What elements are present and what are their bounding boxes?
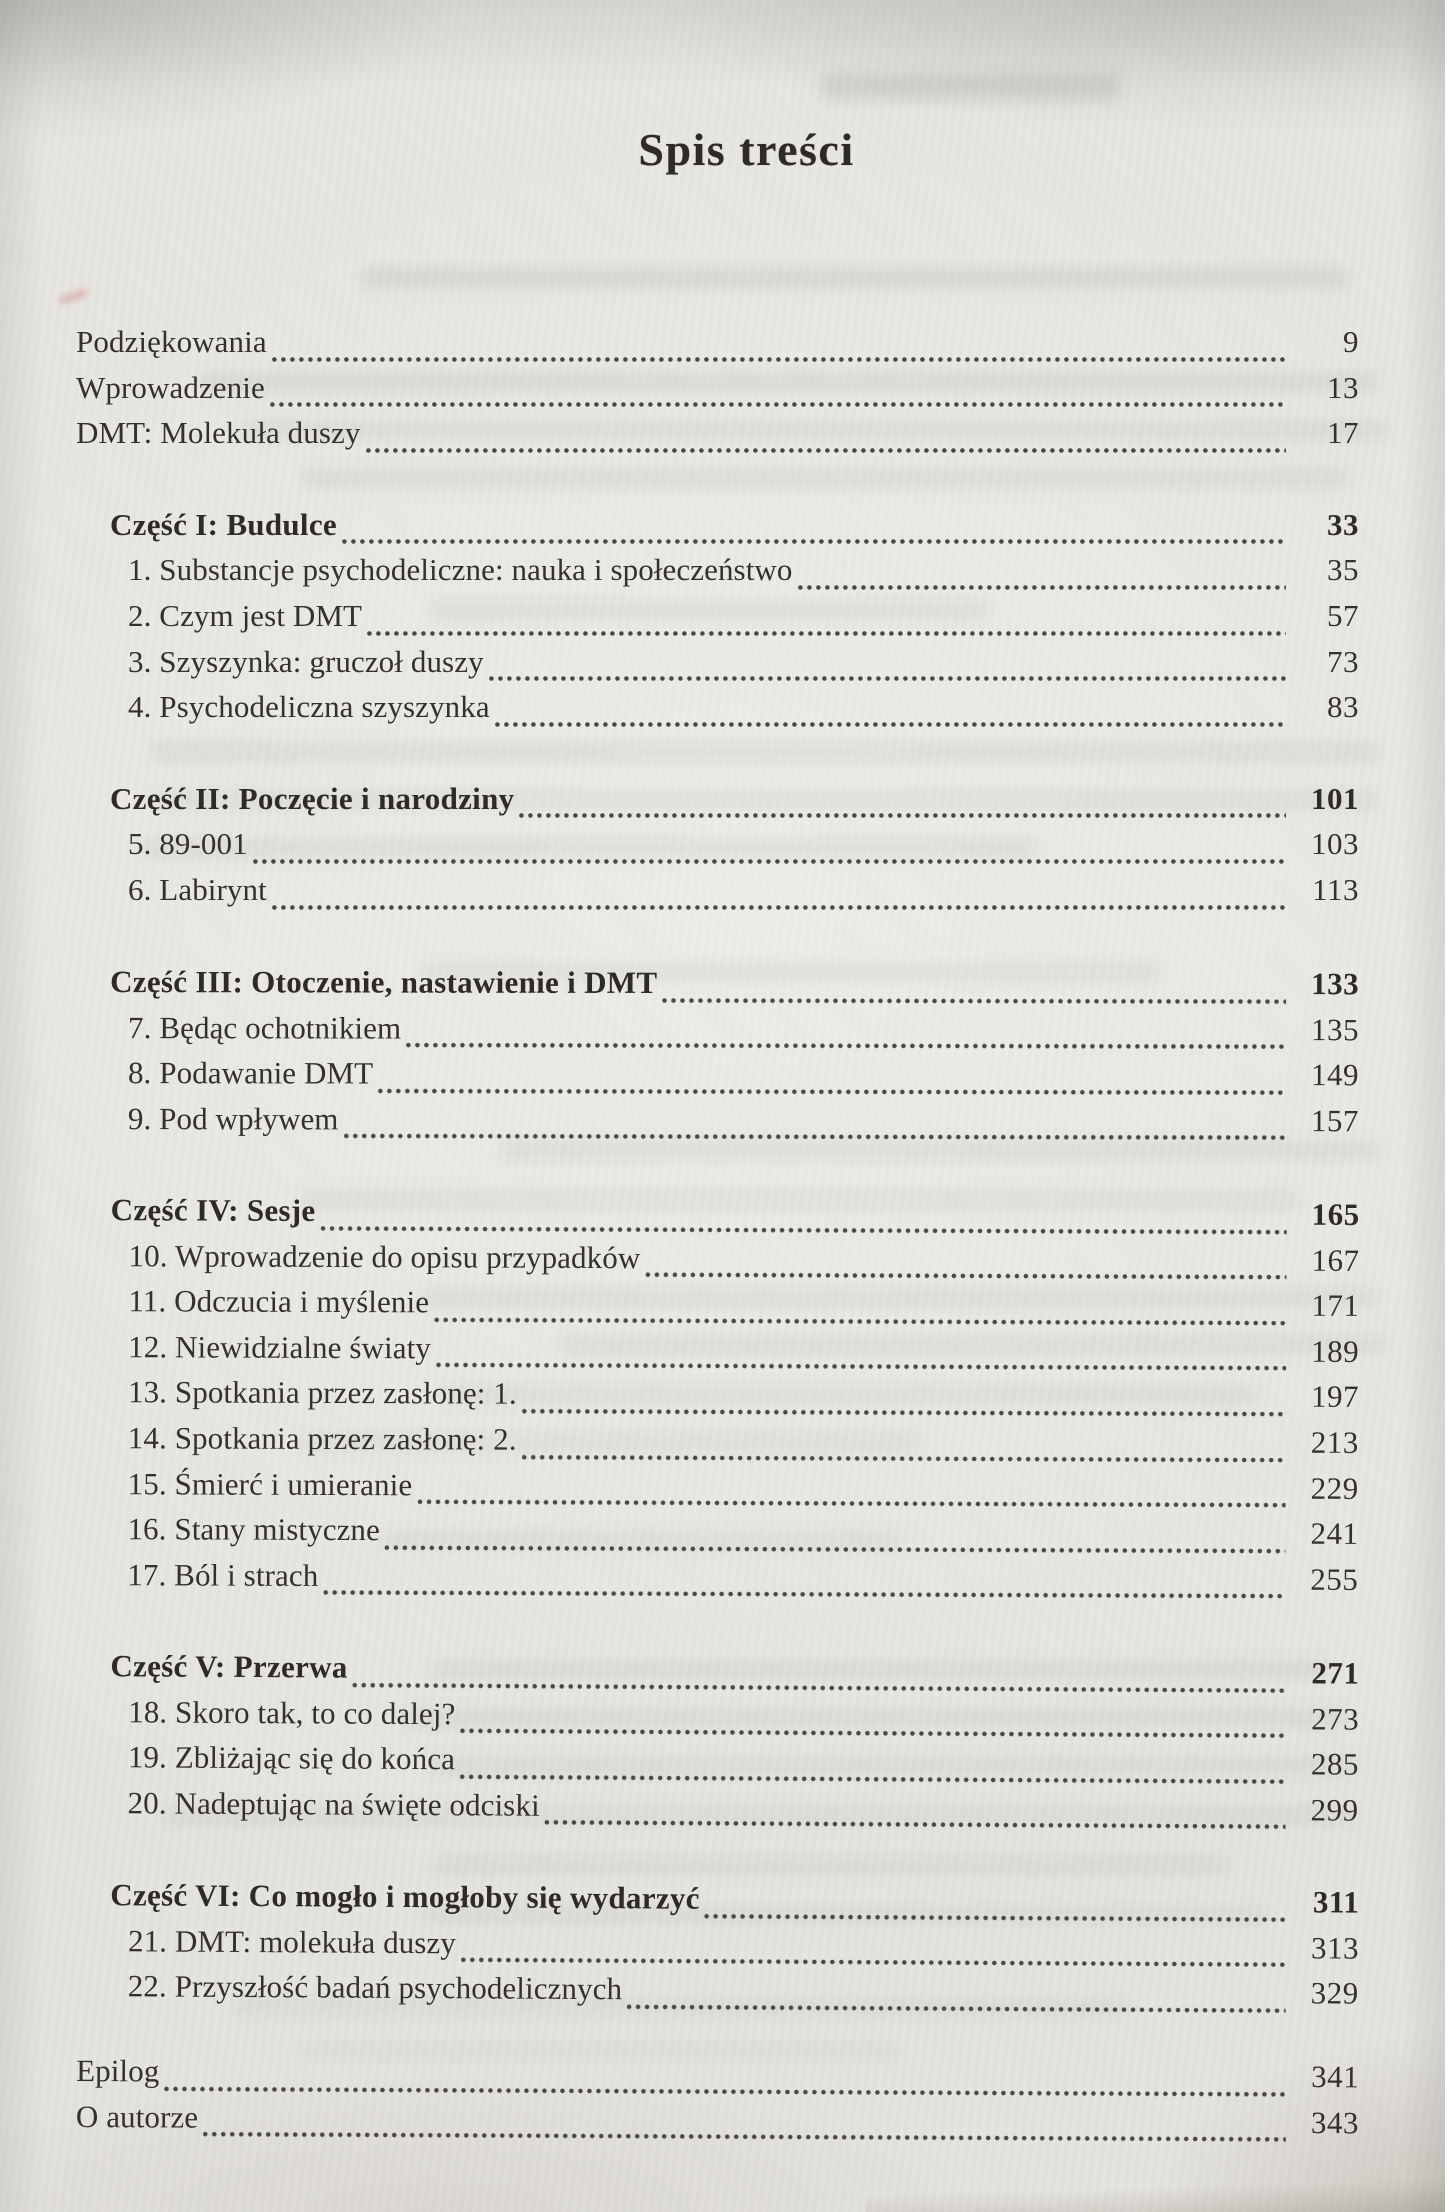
toc-part-header	[110, 781, 1359, 827]
toc-section	[76, 781, 1359, 918]
toc-section	[76, 2053, 1359, 2150]
toc-entry-title: 9. Pod wpływem	[127, 1100, 339, 1136]
toc-page-number: 329	[1310, 1975, 1359, 2011]
dotted-leader	[460, 1729, 1286, 1739]
toc-entry-title: O autorze	[75, 2099, 199, 2135]
toc-section	[75, 1648, 1359, 1838]
toc-entry-title: 2. Czym jest DMT	[128, 597, 363, 633]
toc-page-number: 171	[1311, 1287, 1360, 1324]
toc-page-number: 255	[1310, 1561, 1359, 1597]
page-title: Spis treści	[638, 123, 855, 175]
toc	[76, 324, 1359, 2145]
dotted-leader	[203, 2132, 1286, 2142]
toc-section	[76, 964, 1359, 1149]
toc-part-header	[110, 1648, 1359, 1701]
dotted-leader	[489, 676, 1286, 681]
dotted-leader	[495, 722, 1286, 727]
toc-page-number: 241	[1310, 1515, 1359, 1551]
dotted-leader	[519, 813, 1286, 818]
toc-entry	[76, 324, 1359, 370]
toc-page-number: 73	[1327, 643, 1359, 679]
toc-entry	[128, 1055, 1359, 1103]
toc-entry	[127, 1785, 1358, 1838]
toc-page-number: 35	[1327, 552, 1359, 588]
toc-entry-title: 16. Stany mistyczne	[127, 1511, 381, 1548]
dotted-leader	[460, 1774, 1286, 1784]
pink-smudge-artifact	[57, 288, 88, 306]
toc-entry-title: 22. Przyszłość badań psychodelicznych	[127, 1968, 623, 2007]
toc-entry-title: 6. Labirynt	[128, 871, 267, 907]
dotted-leader	[378, 1088, 1286, 1095]
toc-entry	[128, 689, 1359, 735]
toc-entry	[128, 1740, 1359, 1793]
dotted-leader	[353, 1682, 1287, 1693]
toc-page-number: 165	[1311, 1196, 1360, 1232]
dotted-leader	[406, 1042, 1286, 1049]
toc-entry-title: 4. Psychodeliczna szyszynka	[128, 689, 490, 725]
toc-entry-title: Wprowadzenie	[76, 369, 265, 405]
toc-entry-title: 18. Skoro tak, to co dalej?	[128, 1694, 456, 1732]
toc-page-number: 341	[1311, 2059, 1360, 2095]
toc-entry	[128, 1466, 1359, 1516]
page-edge-shadow	[864, 2159, 1445, 2212]
toc-entry-title: Epilog	[76, 2053, 160, 2089]
toc-page-number: 299	[1310, 1792, 1359, 1828]
toc-part-title: Część VI: Co mogło i mogłoby się wydarzyć	[110, 1876, 700, 1916]
bleedthrough-artifact	[360, 268, 1350, 288]
toc-entry-title: 21. DMT: molekuła duszy	[127, 1922, 457, 1960]
toc-entry	[128, 1238, 1359, 1288]
toc-page-number: 273	[1311, 1701, 1360, 1737]
toc-entry	[76, 370, 1359, 416]
toc-part-header	[110, 507, 1359, 553]
dotted-leader	[342, 539, 1286, 544]
toc-entry	[128, 1283, 1359, 1333]
toc-entry-title: 1. Substancje psychodeliczne: nauka i społeczeństwo	[128, 552, 793, 588]
toc-page-number: 33	[1327, 506, 1359, 542]
dotted-leader	[385, 1545, 1286, 1553]
toc-entry-title: 20. Nadeptując na święte odciski	[127, 1785, 540, 1823]
toc-section	[75, 1192, 1360, 1607]
dotted-leader	[705, 1913, 1287, 1921]
toc-entry-title: 19. Zbliżając się do końca	[127, 1739, 456, 1777]
toc-entry	[127, 1557, 1358, 1607]
toc-entry-title: 3. Szyszynka: gruczoł duszy	[128, 643, 484, 679]
dotted-leader	[272, 905, 1286, 910]
dotted-leader	[798, 585, 1286, 590]
toc-entry	[128, 1923, 1359, 1976]
toc-page-number: 101	[1311, 780, 1359, 816]
toc-entry-title: 14. Spotkania przez zasłonę: 2.	[127, 1420, 517, 1457]
dotted-leader	[522, 1454, 1286, 1462]
toc-entry	[128, 1420, 1359, 1470]
toc-part-title: Część II: Poczęcie i narodziny	[110, 780, 515, 816]
toc-page-number: 167	[1311, 1242, 1360, 1278]
toc-part-title: Część V: Przerwa	[110, 1648, 348, 1685]
toc-entry	[128, 644, 1359, 690]
toc-entry-title: 15. Śmierć i umieranie	[127, 1465, 413, 1502]
toc-page-number: 133	[1311, 965, 1360, 1001]
dotted-leader	[272, 357, 1286, 362]
toc-entry	[128, 1968, 1359, 2021]
toc-page-number: 213	[1310, 1424, 1359, 1460]
dotted-leader	[344, 1133, 1286, 1140]
toc-entry	[76, 2099, 1359, 2151]
dotted-leader	[253, 859, 1286, 864]
toc-entry-title: 17. Ból i strach	[127, 1556, 319, 1593]
toc-page-number: 157	[1310, 1102, 1359, 1138]
dotted-leader	[270, 402, 1286, 407]
toc-page-number: 189	[1311, 1333, 1360, 1369]
dotted-leader	[320, 1225, 1286, 1234]
toc-page-number: 113	[1312, 871, 1359, 907]
dotted-leader	[434, 1317, 1286, 1325]
bleedthrough-artifact	[820, 74, 1120, 100]
toc-part-header	[110, 1877, 1359, 1930]
toc-page-number: 343	[1310, 2105, 1359, 2141]
toc-page-number: 103	[1311, 826, 1359, 862]
toc-section	[76, 1877, 1360, 2021]
toc-page-number: 9	[1343, 324, 1359, 359]
toc-entry	[76, 2053, 1359, 2105]
dotted-leader	[662, 997, 1286, 1003]
toc-entry-title: 11. Odczucia i myślenie	[128, 1283, 430, 1320]
toc-entry-title: 8. Podawanie DMT	[127, 1054, 374, 1091]
dotted-leader	[645, 1272, 1286, 1279]
toc-entry-title: 10. Wprowadzenie do opisu przypadków	[128, 1237, 641, 1275]
toc-page-number: 149	[1310, 1056, 1359, 1092]
toc-page-number: 271	[1311, 1655, 1360, 1691]
toc-entry	[128, 1694, 1359, 1747]
dotted-leader	[461, 1957, 1286, 1967]
toc-entry-title: DMT: Molekuła duszy	[76, 415, 361, 451]
dotted-leader	[323, 1590, 1285, 1599]
dotted-leader	[522, 1409, 1286, 1417]
toc-entry	[128, 1374, 1359, 1424]
toc-entry-title: 13. Spotkania przez zasłonę: 1.	[127, 1374, 517, 1411]
dotted-leader	[164, 2086, 1286, 2096]
dotted-leader	[545, 1820, 1286, 1829]
toc-section	[76, 507, 1359, 735]
toc-part-title: Część IV: Sesje	[110, 1192, 316, 1228]
dotted-leader	[367, 631, 1286, 636]
dotted-leader	[417, 1499, 1285, 1507]
toc-page-number: 135	[1311, 1011, 1360, 1047]
toc-entry	[128, 598, 1359, 644]
toc-entry	[128, 1100, 1359, 1148]
toc-page-number: 313	[1310, 1929, 1360, 1965]
toc-section	[76, 324, 1359, 461]
toc-page-number: 285	[1310, 1746, 1359, 1783]
toc-entry	[128, 1329, 1359, 1379]
toc-page-number: 83	[1327, 689, 1359, 725]
toc-entry-title: 5. 89-001	[128, 826, 248, 862]
toc-part-header	[111, 1192, 1360, 1242]
toc-page-number: 229	[1310, 1470, 1359, 1506]
toc-entry	[76, 415, 1359, 461]
toc-entry	[128, 872, 1359, 918]
toc-page-number: 17	[1327, 415, 1359, 451]
toc-page-number: 57	[1327, 597, 1359, 633]
toc-entry	[128, 1009, 1359, 1057]
dotted-leader	[627, 2004, 1286, 2013]
toc-part-title: Część I: Budulce	[110, 506, 337, 542]
toc-entry	[128, 826, 1359, 872]
dotted-leader	[366, 448, 1287, 453]
toc-entry	[128, 552, 1359, 598]
dotted-leader	[436, 1363, 1286, 1371]
toc-page-number: 13	[1327, 369, 1359, 405]
toc-part-title: Część III: Otoczenie, nastawienie i DMT	[110, 963, 658, 1000]
toc-entry-title: 12. Niewidzialne światy	[128, 1328, 432, 1366]
toc-entry-title: Podziękowania	[76, 324, 267, 359]
toc-entry-title: 7. Będąc ochotnikiem	[128, 1009, 402, 1045]
toc-page-number: 311	[1312, 1883, 1360, 1920]
toc-entry	[127, 1511, 1358, 1561]
toc-part-header	[110, 964, 1359, 1012]
toc-page-number: 197	[1310, 1379, 1360, 1415]
